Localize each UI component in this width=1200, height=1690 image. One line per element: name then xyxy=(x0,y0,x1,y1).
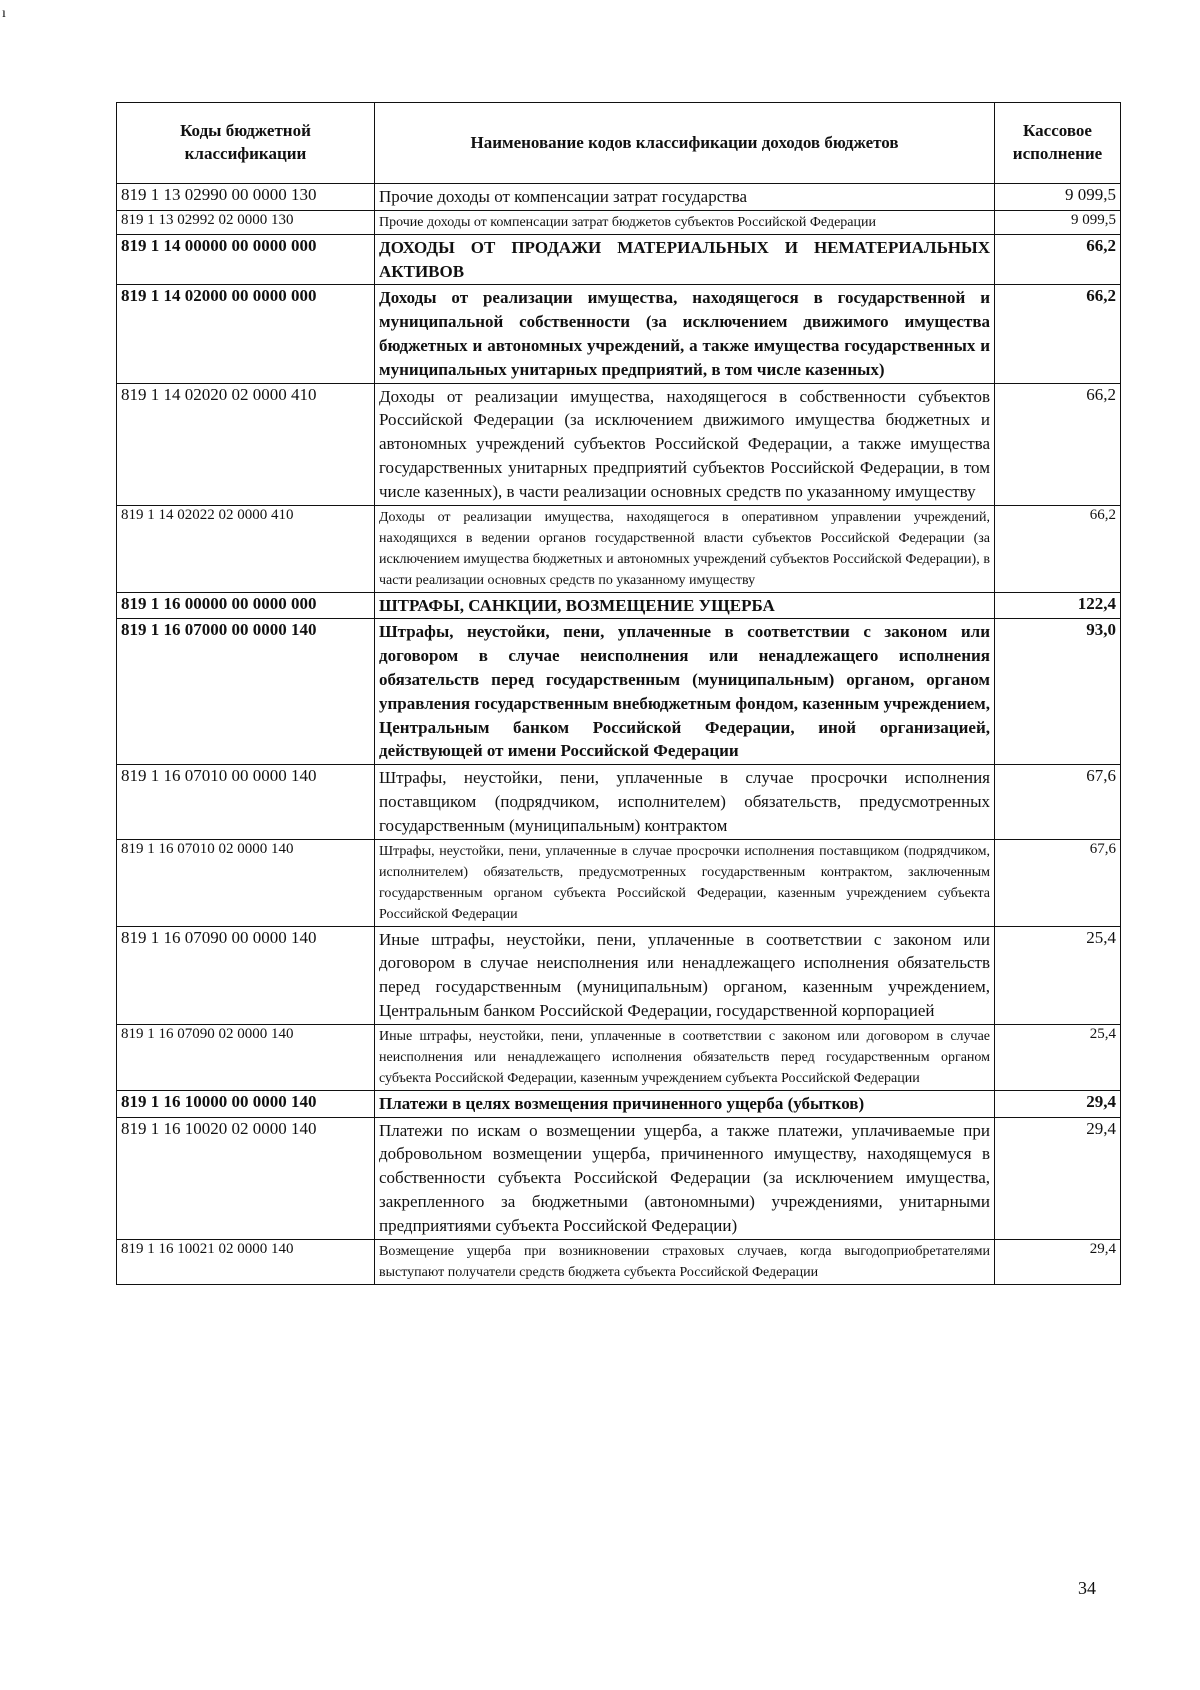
row-name: Доходы от реализации имущества, находящегося в собственности субъектов Российской Федерации (за исключением движимого имущества бюджетных и автономных учреждений субъектов Российской Федерации, а также имущества государственных унитарных предприятий субъектов Российской Федерации, в том числе казенных), в части реализации основных средств по указанному имуществу xyxy=(375,383,995,505)
table-header-row xyxy=(117,103,1121,184)
row-code: 819 1 16 07090 00 0000 140 xyxy=(117,926,375,1024)
row-value: 66,2 xyxy=(995,234,1121,285)
row-code: 819 1 14 02020 02 0000 410 xyxy=(117,383,375,505)
row-name: ШТРАФЫ, САНКЦИИ, ВОЗМЕЩЕНИЕ УЩЕРБА xyxy=(375,592,995,619)
table-row xyxy=(117,839,1121,926)
table-row xyxy=(117,505,1121,592)
row-code: 819 1 14 02022 02 0000 410 xyxy=(117,505,375,592)
row-value: 29,4 xyxy=(995,1117,1121,1239)
row-code: 819 1 16 07010 02 0000 140 xyxy=(117,839,375,926)
header-value: Кассовое исполнение xyxy=(995,103,1121,184)
row-code: 819 1 16 10021 02 0000 140 xyxy=(117,1239,375,1284)
row-name: Прочие доходы от компенсации затрат государства xyxy=(375,184,995,211)
table-row xyxy=(117,1024,1121,1090)
table-row xyxy=(117,285,1121,383)
table-row xyxy=(117,184,1121,211)
row-code: 819 1 13 02990 00 0000 130 xyxy=(117,184,375,211)
table-row xyxy=(117,1090,1121,1117)
row-value: 25,4 xyxy=(995,1024,1121,1090)
row-value: 67,6 xyxy=(995,839,1121,926)
page-mark: ı xyxy=(2,6,6,21)
table-row xyxy=(117,383,1121,505)
row-value: 93,0 xyxy=(995,619,1121,765)
table-row xyxy=(117,210,1121,234)
budget-revenue-table xyxy=(116,102,1121,1285)
row-name: Платежи по искам о возмещении ущерба, а также платежи, уплачиваемые при добровольном возмещении ущерба, причиненного имуществу, находящемуся в собственности субъекта Российской Федерации (за исключением имущества, закрепленного за бюджетными (автономными) учреждениями, унитарными предприятиями субъекта Российской Федерации) xyxy=(375,1117,995,1239)
row-value: 29,4 xyxy=(995,1090,1121,1117)
row-value: 9 099,5 xyxy=(995,210,1121,234)
table-row xyxy=(117,234,1121,285)
row-value: 29,4 xyxy=(995,1239,1121,1284)
row-value: 66,2 xyxy=(995,285,1121,383)
table-row xyxy=(117,592,1121,619)
row-name: Штрафы, неустойки, пени, уплаченные в соответствии с законом или договором в случае неисполнения или ненадлежащего исполнения обязательств перед государственным (муниципальным) органом, органом управления государственным внебюджетным фондом, казенным учреждением, Центральным банком Российской Федерации, иной организацией, действующей от имени Российской Федерации xyxy=(375,619,995,765)
row-value: 66,2 xyxy=(995,505,1121,592)
row-name: Штрафы, неустойки, пени, уплаченные в случае просрочки исполнения поставщиком (подрядчиком, исполнителем) обязательств, предусмотренных государственным контрактом, заключенным государственным органом субъекта Российской Федерации, казенным учреждением субъекта Российской Федерации xyxy=(375,839,995,926)
row-value: 122,4 xyxy=(995,592,1121,619)
row-code: 819 1 16 07090 02 0000 140 xyxy=(117,1024,375,1090)
row-name: Прочие доходы от компенсации затрат бюджетов субъектов Российской Федерации xyxy=(375,210,995,234)
row-code: 819 1 16 07000 00 0000 140 xyxy=(117,619,375,765)
row-code: 819 1 16 07010 00 0000 140 xyxy=(117,765,375,839)
row-code: 819 1 13 02992 02 0000 130 xyxy=(117,210,375,234)
header-name: Наименование кодов классификации доходов бюджетов xyxy=(375,103,995,184)
table-row xyxy=(117,619,1121,765)
row-code: 819 1 14 02000 00 0000 000 xyxy=(117,285,375,383)
table-row xyxy=(117,1117,1121,1239)
row-code: 819 1 14 00000 00 0000 000 xyxy=(117,234,375,285)
row-name: Доходы от реализации имущества, находящегося в оперативном управлении учреждений, находящихся в ведении органов государственной власти субъектов Российской Федерации (за исключением имущества бюджетных и автономных учреждений субъектов Российской Федерации), в части реализации основных средств по указанному имуществу xyxy=(375,505,995,592)
row-value: 9 099,5 xyxy=(995,184,1121,211)
row-name: Доходы от реализации имущества, находящегося в государственной и муниципальной собственности (за исключением движимого имущества бюджетных и автономных учреждений, а также имущества государственных и муниципальных унитарных предприятий, в том числе казенных) xyxy=(375,285,995,383)
page-number: 34 xyxy=(1078,1578,1096,1598)
row-name: Платежи в целях возмещения причиненного ущерба (убытков) xyxy=(375,1090,995,1117)
row-name: Иные штрафы, неустойки, пени, уплаченные в соответствии с законом или договором в случае неисполнения или ненадлежащего исполнения обязательств перед государственным органом субъекта Российской Федерации, казенным учреждением субъекта Российской Федерации xyxy=(375,1024,995,1090)
row-code: 819 1 16 10020 02 0000 140 xyxy=(117,1117,375,1239)
row-value: 25,4 xyxy=(995,926,1121,1024)
row-code: 819 1 16 00000 00 0000 000 xyxy=(117,592,375,619)
row-name: Иные штрафы, неустойки, пени, уплаченные в соответствии с законом или договором в случае неисполнения или ненадлежащего исполнения обязательств перед государственным (муниципальным) органом, казенным учреждением, Центральным банком Российской Федерации, государственной корпорацией xyxy=(375,926,995,1024)
table-row xyxy=(117,765,1121,839)
table-row xyxy=(117,1239,1121,1284)
table-body xyxy=(117,184,1121,1285)
row-name: Возмещение ущерба при возникновении страховых случаев, когда выгодоприобретателями выступают получатели средств бюджета субъекта Российской Федерации xyxy=(375,1239,995,1284)
row-name: Штрафы, неустойки, пени, уплаченные в случае просрочки исполнения поставщиком (подрядчиком, исполнителем) обязательств, предусмотренных государственным (муниципальным) контрактом xyxy=(375,765,995,839)
row-value: 67,6 xyxy=(995,765,1121,839)
row-value: 66,2 xyxy=(995,383,1121,505)
row-name: ДОХОДЫ ОТ ПРОДАЖИ МАТЕРИАЛЬНЫХ И НЕМАТЕРИАЛЬНЫХ АКТИВОВ xyxy=(375,234,995,285)
header-code: Коды бюджетной классификации xyxy=(117,103,375,184)
row-code: 819 1 16 10000 00 0000 140 xyxy=(117,1090,375,1117)
table-row xyxy=(117,926,1121,1024)
